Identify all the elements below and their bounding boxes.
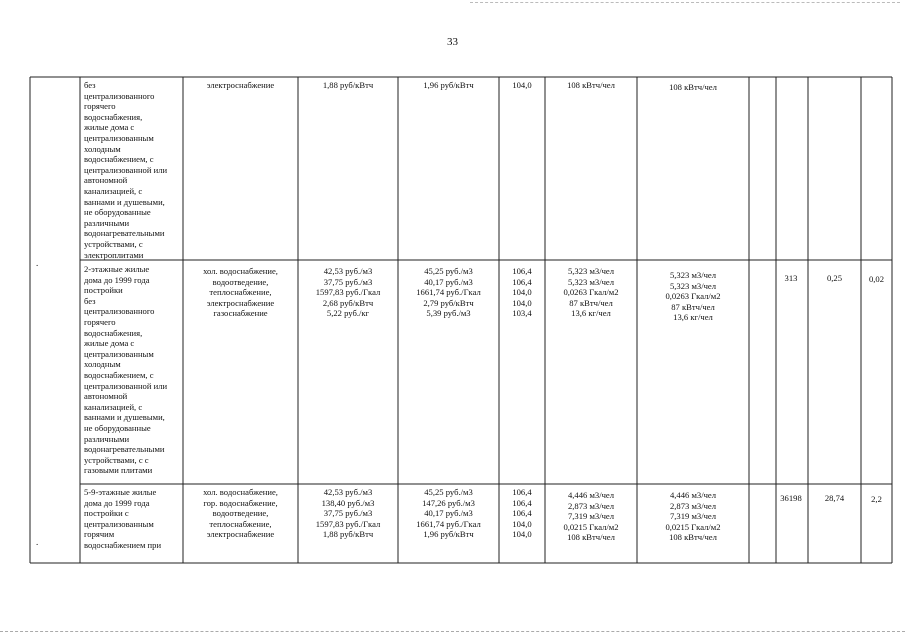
tariff-old-cell: 1,88 руб/кВтч [322,80,374,90]
norm-a-cell: 5,323 м3/чел 5,323 м3/чел 0,0263 Гкал/м2 87 кВтч/чел 13,6 кг/чел [563,266,619,319]
index-cell: 106,4 106,4 106,4 104,0 104,0 [512,487,532,540]
services-cell: хол. водоснабжение, водоотведение, теплоснабжение, электроснабжение газоснабжение [203,266,278,319]
housing-type-cell: 5-9-этажные жилые дома до 1999 года постройки с централизованным горячим водоснабжением при [84,487,162,550]
norm-b-cell: 5,323 м3/чел 5,323 м3/чел 0,0263 Гкал/м2 87 кВтч/чел 13,6 кг/чел [665,270,721,323]
tariff-old-cell: 42,53 руб./м3 138,40 руб./м3 37,75 руб./м3 1597,83 руб./Гкал 1,88 руб/кВтч [315,487,381,540]
scan-edge-bottom [0,631,905,633]
norm-a-cell: 108 кВтч/чел [567,80,615,90]
value-cell-1: 36198 [780,493,802,503]
tariff-new-cell: 45,25 руб./м3 147,26 руб./м3 40,17 руб./м3 1661,74 руб./Гкал 1,96 руб/кВтч [416,487,481,540]
row-marker: . [36,258,39,268]
norm-a-cell: 4,446 м3/чел 2,873 м3/чел 7,319 м3/чел 0,0215 Гкал/м2 108 кВтч/чел [563,490,619,543]
value-cell-2: 0,25 [826,273,843,283]
tariff-new-cell: 1,96 руб/кВтч [423,80,474,90]
tariff-old-cell: 42,53 руб./м3 37,75 руб./м3 1597,83 руб./Гкал 2,68 руб/кВтч 5,22 руб./кг [315,266,381,319]
norm-b-cell: 108 кВтч/чел [669,82,717,92]
norm-b-cell: 4,446 м3/чел 2,873 м3/чел 7,319 м3/чел 0,0215 Гкал/м2 108 кВтч/чел [665,490,721,543]
value-cell-3: 2,2 [871,494,882,504]
housing-type-cell: 2-этажные жилые дома до 1999 года постройки без централизованного горячего водоснабжения, жилые дома с централизованным холодным водоснабжением, с централизованной или автономной канализацией, с ваннами и душевыми, не оборудованные различными водонагревательными устройствами, с с газовыми плитами [84,264,168,476]
value-cell-3: 0,02 [868,274,885,284]
index-cell: 106,4 106,4 104,0 104,0 103,4 [512,266,532,319]
value-cell-1: 313 [784,273,798,283]
value-cell-2: 28,74 [824,493,845,503]
services-cell: электроснабжение [206,80,275,90]
index-cell: 104,0 [512,80,532,90]
services-cell: хол. водоснабжение, гор. водоснабжение, водоотведение, теплоснабжение, электроснабжение [203,487,278,540]
housing-type-cell: без централизованного горячего водоснабжения, жилые дома с централизованным холодным водоснабжением, с централизованной или автономной канализацией, с ваннами и душевыми, не оборудованные различными водонагревательными устройствами, с электроплитами [84,80,168,260]
tariff-new-cell: 45,25 руб./м3 40,17 руб./м3 1661,74 руб./Гкал 2,79 руб/кВтч 5,39 руб./м3 [416,266,481,319]
row-marker: . [36,537,39,547]
page-number: 33 [447,36,458,48]
